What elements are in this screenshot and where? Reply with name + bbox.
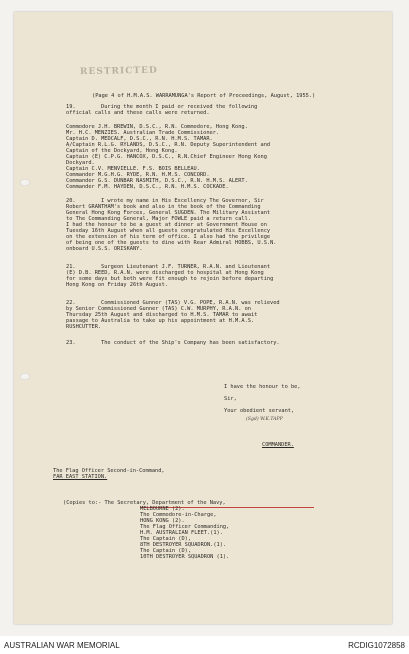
para-line: of being one of the guests to dine with Rear Admiral HOBBS, U.S.N. [66, 240, 277, 246]
para-line: Hong Kong on Friday 26th August. [66, 282, 169, 288]
para-line: on the extension of his term of office. I also had the privilege [66, 234, 271, 240]
para-line: The conduct of the Ship's Company has been satisfactory. [101, 340, 280, 346]
copies-line: (Copies to:- The Secretary, Department of the Navy, [63, 500, 226, 506]
call-item: Commander F.M. HAYDEN, D.S.C., R.N. H.M.S. COCKADE. [66, 184, 229, 190]
call-item: Captain of the Dockyard, Hong Kong. [66, 148, 178, 154]
para-line: RUSHCUTTER. [66, 324, 102, 330]
call-item: Commander G.S. DUNBAR NASMITH, D.S.C., R.N. H.M.S. ALERT. [66, 178, 248, 184]
call-item: Commodore J.H. BREWIN, D.S.C., R.N. Commodore, Hong Kong. [66, 124, 248, 130]
copies-line: The Captain (D), [140, 536, 192, 542]
copies-line: The Flag Officer Commanding, [140, 524, 230, 530]
copies-line: The Commodore-in-Charge, [140, 512, 217, 518]
para-line: by Senior Commissioned Gunner (TAS) C.W. MURPHY, R.A.N. on [66, 306, 251, 312]
punch-hole [20, 373, 30, 380]
copies-line: H.M. AUSTRALIAN FLEET.(1). [140, 530, 223, 536]
signatory-rank: COMMANDER. [262, 442, 294, 448]
para-line: for some days but both were fit enough to rejoin before departing [66, 276, 274, 282]
copies-line: MELBOURNE (2). [140, 506, 185, 512]
para-line: Tuesday 16th August when all guests congratulated His Excellency [66, 228, 271, 234]
call-item: Mr. H.C. MENZIES. Australian Trade Commissioner. [66, 130, 220, 136]
para-number: 19. [66, 104, 76, 110]
para-line: onboard U.S.S. ORISKANY. [66, 246, 143, 252]
para-line: I had the honour to be a guest at dinner at Government House on [66, 222, 267, 228]
para-number: 20. [66, 198, 76, 204]
addressee-line: FAR EAST STATION. [53, 474, 108, 480]
copies-line: The Captain (D), [140, 548, 192, 554]
faded-stamp: RESTRICTED [79, 65, 158, 78]
copies-line: HONG KONG (2). [140, 518, 185, 524]
para-number: 21. [66, 264, 76, 270]
copies-line: 10TH DESTROYER SQUADRON (1). [140, 554, 230, 560]
para-line: (E) D.B. REED, R.A.N. were discharged to hospital at Hong Kong [66, 270, 264, 276]
para-line: official calls and these calls were returned. [66, 110, 210, 116]
signature: (Sgd) W.K.TAPP [246, 417, 283, 422]
page-header: (Page 4 of H.M.A.S. WARRAMUNGA's Report of Proceedings, August, 1955.) [92, 93, 316, 99]
call-item: A/Captain R.L.G. RYLANDS, D.S.C., R.N. Deputy Superintendent and [66, 142, 271, 148]
para-line: Commissioned Gunner (TAS) V.G. POPE, R.A.N. was relieved [101, 300, 280, 306]
addressee-line: The Flag Officer Second-in-Command, [53, 468, 165, 474]
call-item: Commander M.G.H.G. RYDE, R.N. H.M.S. CONCORD. [66, 172, 210, 178]
footer-record-id: RCDIG1072858 [348, 641, 405, 650]
para-line: Robert GRANTHAM's book and also in the book of the Commanding [66, 204, 261, 210]
footer-bar [0, 636, 409, 654]
para-number: 22. [66, 300, 76, 306]
para-line: Thursday 25th August and discharged to H.M.S. TAMAR to await [66, 312, 258, 318]
punch-hole [20, 179, 30, 186]
para-line: passage to Australia to take up his appointment at H.M.A.S. [66, 318, 255, 324]
call-item: Captain (E) C.P.G. HANCOX, D.S.C., R.N.Chief Engineer Hong Kong [66, 154, 267, 160]
call-item: Captain C.V. MENVIELLE. F.S. BOIS BELLEAU. [66, 166, 200, 172]
call-item: Captain D. MEDCALF, D.S.C., R.N. H.M.S. TAMAR. [66, 136, 213, 142]
para-line: General Hong Kong Forces, General SUGDEN. The Military Assistant [66, 210, 271, 216]
para-line: I wrote my name in His Excellency The Governor, Sir [101, 198, 264, 204]
call-item: Dockyard. [66, 160, 95, 166]
closing-line: Your obedient servant, [224, 408, 295, 414]
para-line: Surgeon Lieutenant J.F. TURNER, R.A.N. and Lieutenant [101, 264, 271, 270]
para-line: to The Commanding General, Major FOWLE paid a return call. [66, 216, 251, 222]
footer-source: AUSTRALIAN WAR MEMORIAL [4, 641, 120, 650]
para-line: During the month I paid or received the following [101, 104, 258, 110]
closing-line: Sir, [224, 396, 237, 402]
copies-line: 8TH DESTROYER SQUADRON.(1). [140, 542, 227, 548]
closing-line: I have the honour to be, [224, 384, 301, 390]
para-number: 23. [66, 340, 76, 346]
